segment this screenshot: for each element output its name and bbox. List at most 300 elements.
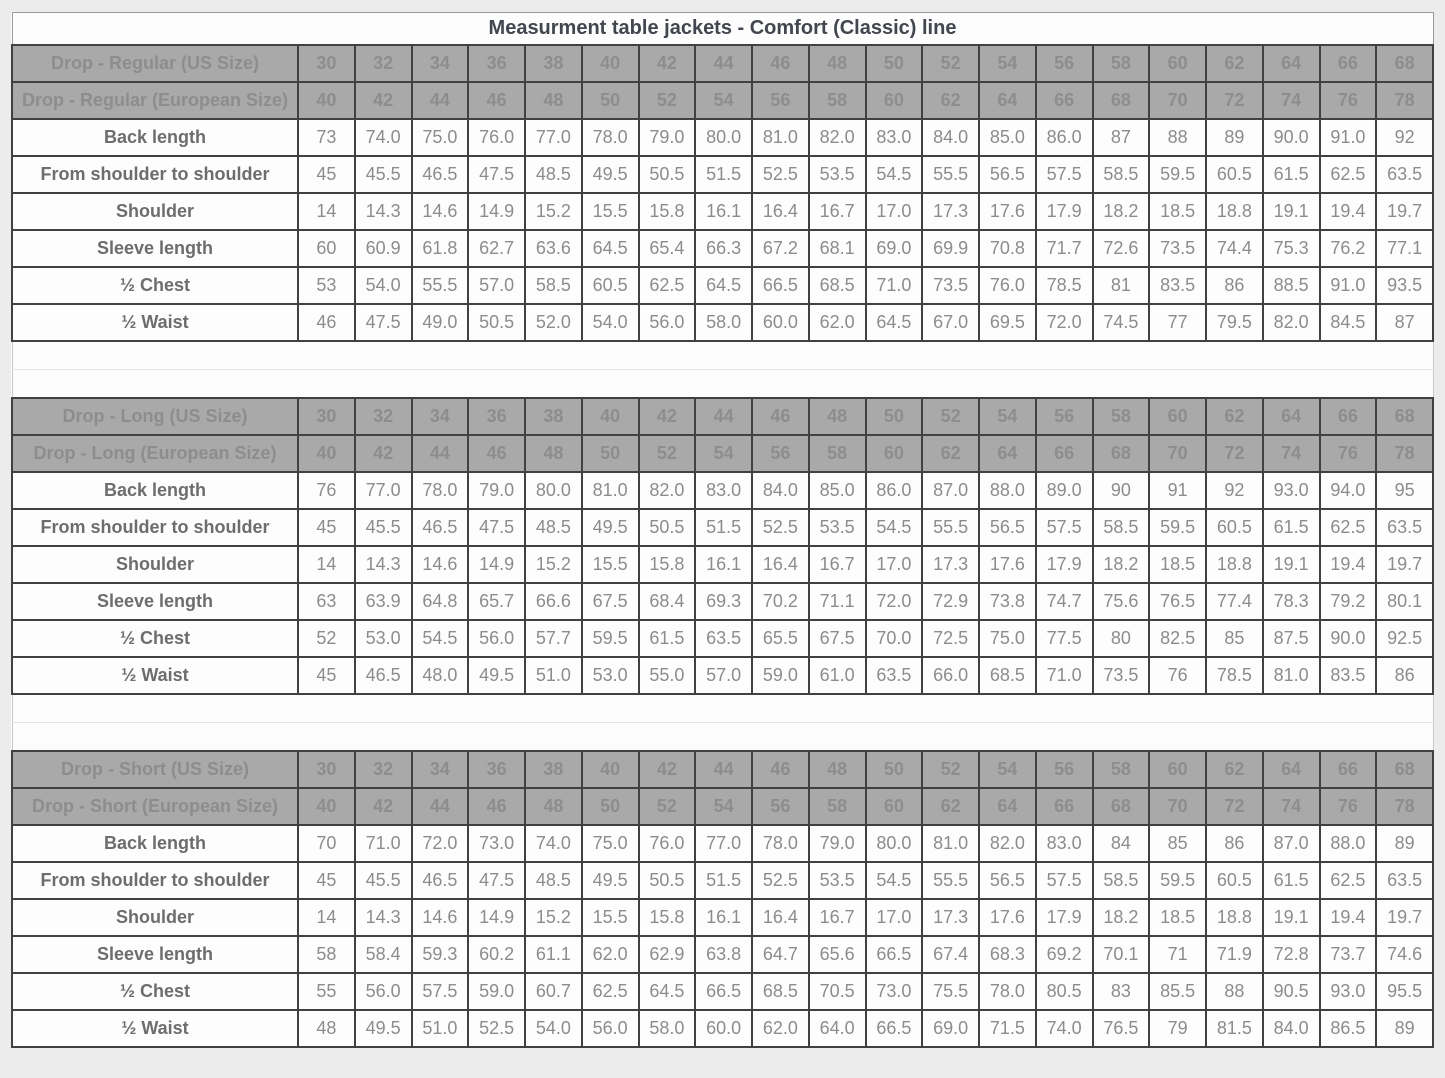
measurement-cell: 66.5 — [695, 973, 752, 1010]
measurement-cell: 95 — [1376, 472, 1433, 509]
measurement-cell: 64.5 — [695, 267, 752, 304]
measurement-cell: 64.5 — [866, 304, 923, 341]
measurement-cell: 14.9 — [468, 899, 525, 936]
us-size-header-cell: 64 — [1263, 398, 1320, 435]
measurement-cell: 53.5 — [809, 862, 866, 899]
measurement-cell: 46.5 — [412, 509, 469, 546]
measurement-cell: 89 — [1206, 119, 1263, 156]
eu-size-header-cell: 66 — [1036, 788, 1093, 825]
us-size-header-cell: 54 — [979, 751, 1036, 788]
measurement-cell: 14.9 — [468, 546, 525, 583]
measurement-row-label: Sleeve length — [12, 936, 298, 973]
measurement-cell: 69.0 — [922, 1010, 979, 1047]
measurement-cell: 92 — [1206, 472, 1263, 509]
eu-size-header-cell: 58 — [809, 435, 866, 472]
eu-size-header-cell: 74 — [1263, 788, 1320, 825]
measurement-cell: 14.6 — [412, 899, 469, 936]
eu-size-header-cell: 56 — [752, 435, 809, 472]
measurement-cell: 14 — [298, 546, 355, 583]
measurement-cell: 62.5 — [1320, 509, 1377, 546]
measurement-cell: 19.1 — [1263, 193, 1320, 230]
us-size-header-cell: 38 — [525, 45, 582, 82]
measurement-cell: 94.0 — [1320, 472, 1377, 509]
us-size-header-cell: 42 — [639, 45, 696, 82]
measurement-cell: 85 — [1206, 620, 1263, 657]
measurement-cell: 49.0 — [412, 304, 469, 341]
measurement-row-label: ½ Waist — [12, 657, 298, 694]
measurement-cell: 68.3 — [979, 936, 1036, 973]
measurement-cell: 88 — [1149, 119, 1206, 156]
eu-size-header-cell: 72 — [1206, 82, 1263, 119]
measurement-cell: 16.7 — [809, 546, 866, 583]
measurement-cell: 58.5 — [1093, 862, 1150, 899]
eu-size-header-cell: 62 — [922, 82, 979, 119]
measurement-row — [12, 1010, 1433, 1047]
measurement-cell: 83.0 — [866, 119, 923, 156]
header-label-eu: Drop - Short (European Size) — [12, 788, 298, 825]
measurement-cell: 48.5 — [525, 156, 582, 193]
us-size-header-cell: 42 — [639, 751, 696, 788]
eu-size-header-cell: 40 — [298, 788, 355, 825]
us-size-header-cell: 46 — [752, 751, 809, 788]
measurement-row-label: Shoulder — [12, 193, 298, 230]
measurement-cell: 53.0 — [355, 620, 412, 657]
eu-size-header-cell: 54 — [695, 82, 752, 119]
eu-size-header-cell: 70 — [1149, 435, 1206, 472]
us-size-header-cell: 36 — [468, 45, 525, 82]
measurement-cell: 57.5 — [1036, 509, 1093, 546]
measurement-cell: 65.5 — [752, 620, 809, 657]
us-size-header-cell: 44 — [695, 45, 752, 82]
measurement-cell: 72.6 — [1093, 230, 1150, 267]
measurement-cell: 86 — [1376, 657, 1433, 694]
measurement-cell: 52.0 — [525, 304, 582, 341]
us-size-header-cell: 60 — [1149, 45, 1206, 82]
measurement-cell: 68.4 — [639, 583, 696, 620]
measurement-cell: 66.6 — [525, 583, 582, 620]
measurement-cell: 62.5 — [582, 973, 639, 1010]
us-size-header-cell: 30 — [298, 45, 355, 82]
measurement-cell: 60.7 — [525, 973, 582, 1010]
us-size-header-cell: 30 — [298, 398, 355, 435]
us-size-header-cell: 64 — [1263, 45, 1320, 82]
us-size-header-cell: 50 — [866, 45, 923, 82]
eu-size-header-cell: 78 — [1376, 788, 1433, 825]
measurement-cell: 59.5 — [1149, 509, 1206, 546]
measurement-cell: 58 — [298, 936, 355, 973]
measurement-row — [12, 899, 1433, 936]
measurement-cell: 71.7 — [1036, 230, 1093, 267]
section-spacer — [12, 694, 1433, 723]
measurement-cell: 59.5 — [582, 620, 639, 657]
measurement-cell: 74.6 — [1376, 936, 1433, 973]
header-label-eu: Drop - Long (European Size) — [12, 435, 298, 472]
measurement-table — [11, 12, 1434, 1048]
measurement-cell: 14.6 — [412, 193, 469, 230]
measurement-cell: 62.7 — [468, 230, 525, 267]
measurement-row-label: Back length — [12, 825, 298, 862]
measurement-cell: 79.5 — [1206, 304, 1263, 341]
us-size-header-cell: 42 — [639, 398, 696, 435]
eu-size-header-cell: 50 — [582, 435, 639, 472]
measurement-cell: 53.0 — [582, 657, 639, 694]
section-spacer — [12, 370, 1433, 399]
spacer-cell — [12, 723, 1433, 752]
measurement-cell: 15.5 — [582, 899, 639, 936]
measurement-cell: 61.5 — [639, 620, 696, 657]
measurement-cell: 73.0 — [866, 973, 923, 1010]
measurement-cell: 60.5 — [1206, 156, 1263, 193]
measurement-cell: 61.8 — [412, 230, 469, 267]
measurement-cell: 70 — [298, 825, 355, 862]
measurement-cell: 75.6 — [1093, 583, 1150, 620]
measurement-cell: 17.6 — [979, 899, 1036, 936]
measurement-cell: 74.5 — [1093, 304, 1150, 341]
measurement-cell: 63.5 — [866, 657, 923, 694]
measurement-cell: 84.0 — [922, 119, 979, 156]
measurement-cell: 15.8 — [639, 193, 696, 230]
measurement-cell: 91.0 — [1320, 267, 1377, 304]
measurement-row-label: Back length — [12, 472, 298, 509]
us-size-header-cell: 36 — [468, 751, 525, 788]
measurement-cell: 66.5 — [752, 267, 809, 304]
us-size-header-cell: 32 — [355, 398, 412, 435]
header-row-eu-short — [12, 788, 1433, 825]
measurement-cell: 80.0 — [525, 472, 582, 509]
measurement-cell: 49.5 — [355, 1010, 412, 1047]
measurement-cell: 81.5 — [1206, 1010, 1263, 1047]
measurement-cell: 80 — [1093, 620, 1150, 657]
measurement-cell: 93.0 — [1263, 472, 1320, 509]
measurement-cell: 17.0 — [866, 193, 923, 230]
measurement-row-label: Sleeve length — [12, 230, 298, 267]
header-label-us: Drop - Regular (US Size) — [12, 45, 298, 82]
measurement-cell: 83.5 — [1149, 267, 1206, 304]
eu-size-header-cell: 42 — [355, 435, 412, 472]
measurement-cell: 82.5 — [1149, 620, 1206, 657]
measurement-row-label: ½ Waist — [12, 304, 298, 341]
us-size-header-cell: 60 — [1149, 398, 1206, 435]
eu-size-header-cell: 76 — [1320, 435, 1377, 472]
measurement-cell: 49.5 — [582, 509, 639, 546]
measurement-cell: 60.9 — [355, 230, 412, 267]
measurement-row — [12, 620, 1433, 657]
measurement-row — [12, 825, 1433, 862]
measurement-cell: 50.5 — [639, 509, 696, 546]
eu-size-header-cell: 62 — [922, 788, 979, 825]
measurement-cell: 81.0 — [752, 119, 809, 156]
us-size-header-cell: 58 — [1093, 398, 1150, 435]
measurement-cell: 54.5 — [866, 156, 923, 193]
measurement-cell: 57.0 — [468, 267, 525, 304]
eu-size-header-cell: 76 — [1320, 82, 1377, 119]
measurement-cell: 75.0 — [979, 620, 1036, 657]
measurement-cell: 62.0 — [752, 1010, 809, 1047]
measurement-cell: 70.1 — [1093, 936, 1150, 973]
measurement-row-label: From shoulder to shoulder — [12, 156, 298, 193]
measurement-cell: 63.5 — [1376, 509, 1433, 546]
measurement-cell: 80.5 — [1036, 973, 1093, 1010]
eu-size-header-cell: 44 — [412, 82, 469, 119]
measurement-cell: 18.5 — [1149, 193, 1206, 230]
measurement-cell: 73.8 — [979, 583, 1036, 620]
measurement-cell: 49.5 — [468, 657, 525, 694]
measurement-cell: 75.5 — [922, 973, 979, 1010]
spacer-cell — [12, 694, 1433, 723]
measurement-cell: 58.5 — [1093, 509, 1150, 546]
eu-size-header-cell: 66 — [1036, 82, 1093, 119]
measurement-cell: 66.3 — [695, 230, 752, 267]
measurement-cell: 71.9 — [1206, 936, 1263, 973]
measurement-cell: 57.5 — [1036, 156, 1093, 193]
us-size-header-cell: 32 — [355, 751, 412, 788]
measurement-row-label: Back length — [12, 119, 298, 156]
us-size-header-cell: 48 — [809, 751, 866, 788]
us-size-header-cell: 56 — [1036, 45, 1093, 82]
eu-size-header-cell: 64 — [979, 435, 1036, 472]
us-size-header-cell: 68 — [1376, 751, 1433, 788]
measurement-row — [12, 509, 1433, 546]
measurement-cell: 89 — [1376, 1010, 1433, 1047]
measurement-cell: 90 — [1093, 472, 1150, 509]
measurement-cell: 79.0 — [639, 119, 696, 156]
header-row-us-short — [12, 751, 1433, 788]
measurement-cell: 58.0 — [639, 1010, 696, 1047]
measurement-cell: 14.6 — [412, 546, 469, 583]
measurement-cell: 87.5 — [1263, 620, 1320, 657]
measurement-cell: 56.0 — [582, 1010, 639, 1047]
measurement-row — [12, 973, 1433, 1010]
measurement-cell: 56.0 — [355, 973, 412, 1010]
measurement-cell: 50.5 — [468, 304, 525, 341]
eu-size-header-cell: 52 — [639, 82, 696, 119]
measurement-cell: 62.5 — [639, 267, 696, 304]
measurement-cell: 86.5 — [1320, 1010, 1377, 1047]
eu-size-header-cell: 56 — [752, 788, 809, 825]
measurement-cell: 18.2 — [1093, 899, 1150, 936]
measurement-cell: 66.5 — [866, 1010, 923, 1047]
eu-size-header-cell: 64 — [979, 788, 1036, 825]
measurement-cell: 14.3 — [355, 546, 412, 583]
eu-size-header-cell: 40 — [298, 82, 355, 119]
measurement-cell: 54.5 — [412, 620, 469, 657]
eu-size-header-cell: 70 — [1149, 82, 1206, 119]
measurement-row-label: From shoulder to shoulder — [12, 862, 298, 899]
measurement-cell: 16.4 — [752, 193, 809, 230]
measurement-cell: 64.8 — [412, 583, 469, 620]
us-size-header-cell: 58 — [1093, 45, 1150, 82]
us-size-header-cell: 60 — [1149, 751, 1206, 788]
measurement-cell: 76.5 — [1093, 1010, 1150, 1047]
measurement-row — [12, 156, 1433, 193]
measurement-cell: 60 — [298, 230, 355, 267]
measurement-cell: 71.5 — [979, 1010, 1036, 1047]
measurement-cell: 19.4 — [1320, 546, 1377, 583]
measurement-cell: 74.7 — [1036, 583, 1093, 620]
measurement-row — [12, 193, 1433, 230]
measurement-cell: 16.7 — [809, 899, 866, 936]
us-size-header-cell: 44 — [695, 751, 752, 788]
measurement-cell: 85.0 — [809, 472, 866, 509]
page-title: Measurment table jackets - Comfort (Classic) line — [12, 13, 1433, 46]
measurement-cell: 71 — [1149, 936, 1206, 973]
measurement-cell: 60.0 — [695, 1010, 752, 1047]
measurement-cell: 51.5 — [695, 862, 752, 899]
us-size-header-cell: 48 — [809, 398, 866, 435]
header-label-us: Drop - Long (US Size) — [12, 398, 298, 435]
measurement-cell: 71.1 — [809, 583, 866, 620]
measurement-cell: 73.5 — [1149, 230, 1206, 267]
eu-size-header-cell: 54 — [695, 435, 752, 472]
measurement-cell: 59.0 — [468, 973, 525, 1010]
eu-size-header-cell: 68 — [1093, 788, 1150, 825]
measurement-cell: 76 — [298, 472, 355, 509]
measurement-cell: 76 — [1149, 657, 1206, 694]
measurement-cell: 69.3 — [695, 583, 752, 620]
measurement-cell: 45 — [298, 509, 355, 546]
measurement-cell: 64.7 — [752, 936, 809, 973]
measurement-cell: 67.5 — [582, 583, 639, 620]
measurement-cell: 50.5 — [639, 862, 696, 899]
measurement-row — [12, 862, 1433, 899]
eu-size-header-cell: 74 — [1263, 435, 1320, 472]
measurement-cell: 68.1 — [809, 230, 866, 267]
eu-size-header-cell: 68 — [1093, 435, 1150, 472]
measurement-cell: 88.0 — [1320, 825, 1377, 862]
measurement-cell: 78.0 — [582, 119, 639, 156]
measurement-cell: 73.5 — [922, 267, 979, 304]
us-size-header-cell: 34 — [412, 45, 469, 82]
measurement-cell: 53.5 — [809, 156, 866, 193]
measurement-cell: 16.1 — [695, 899, 752, 936]
measurement-cell: 63.6 — [525, 230, 582, 267]
eu-size-header-cell: 78 — [1376, 82, 1433, 119]
measurement-cell: 73.0 — [468, 825, 525, 862]
eu-size-header-cell: 72 — [1206, 788, 1263, 825]
measurement-cell: 88.5 — [1263, 267, 1320, 304]
us-size-header-cell: 46 — [752, 398, 809, 435]
measurement-cell: 17.3 — [922, 899, 979, 936]
measurement-cell: 73.7 — [1320, 936, 1377, 973]
measurement-cell: 76.2 — [1320, 230, 1377, 267]
measurement-cell: 68.5 — [809, 267, 866, 304]
measurement-cell: 17.6 — [979, 546, 1036, 583]
measurement-row — [12, 304, 1433, 341]
measurement-cell: 81.0 — [922, 825, 979, 862]
measurement-cell: 92 — [1376, 119, 1433, 156]
measurement-cell: 80.1 — [1376, 583, 1433, 620]
measurement-row — [12, 936, 1433, 973]
measurement-cell: 51.0 — [525, 657, 582, 694]
measurement-cell: 79.0 — [809, 825, 866, 862]
measurement-cell: 72.0 — [1036, 304, 1093, 341]
section-spacer — [12, 341, 1433, 370]
measurement-cell: 82.0 — [1263, 304, 1320, 341]
measurement-cell: 78.0 — [752, 825, 809, 862]
us-size-header-cell: 30 — [298, 751, 355, 788]
measurement-cell: 48.5 — [525, 509, 582, 546]
measurement-cell: 19.1 — [1263, 546, 1320, 583]
measurement-cell: 86.0 — [1036, 119, 1093, 156]
eu-size-header-cell: 46 — [468, 788, 525, 825]
measurement-cell: 67.2 — [752, 230, 809, 267]
measurement-row-label: Shoulder — [12, 546, 298, 583]
measurement-cell: 64.5 — [582, 230, 639, 267]
measurement-cell: 52 — [298, 620, 355, 657]
measurement-row-label: ½ Chest — [12, 620, 298, 657]
measurement-cell: 78.0 — [412, 472, 469, 509]
measurement-cell: 56.5 — [979, 862, 1036, 899]
eu-size-header-cell: 76 — [1320, 788, 1377, 825]
measurement-row — [12, 657, 1433, 694]
eu-size-header-cell: 48 — [525, 788, 582, 825]
measurement-cell: 80.0 — [866, 825, 923, 862]
us-size-header-cell: 48 — [809, 45, 866, 82]
eu-size-header-cell: 52 — [639, 435, 696, 472]
measurement-cell: 46.5 — [412, 862, 469, 899]
measurement-cell: 14 — [298, 899, 355, 936]
measurement-cell: 92.5 — [1376, 620, 1433, 657]
measurement-cell: 47.5 — [468, 509, 525, 546]
measurement-cell: 85.0 — [979, 119, 1036, 156]
measurement-cell: 62.9 — [639, 936, 696, 973]
measurement-cell: 79 — [1149, 1010, 1206, 1047]
measurement-cell: 49.5 — [582, 862, 639, 899]
measurement-cell: 78.5 — [1036, 267, 1093, 304]
measurement-cell: 56.0 — [468, 620, 525, 657]
measurement-cell: 63.5 — [695, 620, 752, 657]
measurement-cell: 74.0 — [355, 119, 412, 156]
measurement-cell: 70.8 — [979, 230, 1036, 267]
measurement-cell: 82.0 — [639, 472, 696, 509]
measurement-cell: 60.5 — [1206, 509, 1263, 546]
us-size-header-cell: 52 — [922, 398, 979, 435]
measurement-cell: 65.4 — [639, 230, 696, 267]
header-row-us-long — [12, 398, 1433, 435]
measurement-cell: 51.5 — [695, 156, 752, 193]
measurement-cell: 18.5 — [1149, 546, 1206, 583]
measurement-cell: 74.0 — [525, 825, 582, 862]
eu-size-header-cell: 58 — [809, 788, 866, 825]
measurement-cell: 59.3 — [412, 936, 469, 973]
eu-size-header-cell: 50 — [582, 788, 639, 825]
measurement-cell: 58.5 — [1093, 156, 1150, 193]
measurement-row — [12, 230, 1433, 267]
measurement-cell: 45 — [298, 862, 355, 899]
measurement-cell: 55.5 — [922, 509, 979, 546]
measurement-cell: 89.0 — [1036, 472, 1093, 509]
measurement-cell: 63.8 — [695, 936, 752, 973]
measurement-cell: 17.0 — [866, 899, 923, 936]
measurement-row — [12, 119, 1433, 156]
measurement-cell: 46.5 — [355, 657, 412, 694]
header-row-eu-regular — [12, 82, 1433, 119]
eu-size-header-cell: 64 — [979, 82, 1036, 119]
measurement-cell: 58.0 — [695, 304, 752, 341]
measurement-cell: 60.5 — [582, 267, 639, 304]
measurement-cell: 87 — [1093, 119, 1150, 156]
measurement-cell: 69.9 — [922, 230, 979, 267]
measurement-cell: 95.5 — [1376, 973, 1433, 1010]
header-row-us-regular — [12, 45, 1433, 82]
measurement-cell: 76.0 — [639, 825, 696, 862]
measurement-cell: 81 — [1093, 267, 1150, 304]
measurement-cell: 15.2 — [525, 193, 582, 230]
measurement-cell: 52.5 — [468, 1010, 525, 1047]
measurement-cell: 66.5 — [866, 936, 923, 973]
us-size-header-cell: 62 — [1206, 45, 1263, 82]
measurement-cell: 90.5 — [1263, 973, 1320, 1010]
